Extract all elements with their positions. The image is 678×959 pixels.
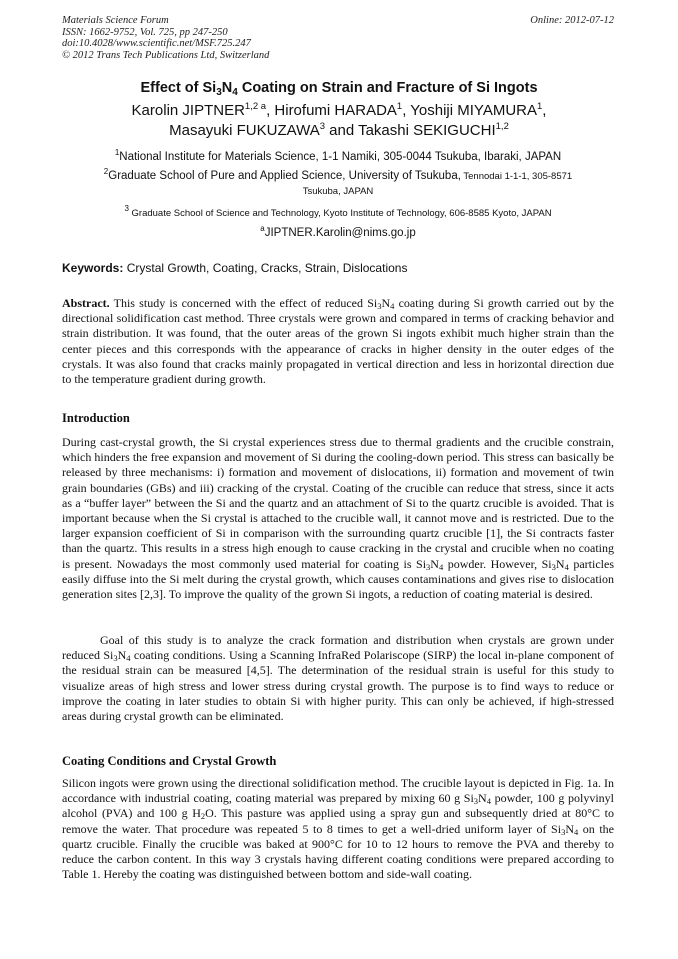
journal-issn: ISSN: 1662-9752, Vol. 725, pp 247-250	[62, 26, 228, 38]
introduction-heading: Introduction	[62, 411, 130, 425]
journal-name: Materials Science Forum	[62, 15, 169, 26]
author-list	[0, 101, 678, 141]
corresponding-email: $^a$JIPTNER.Karolin@nims.go.jp	[260, 224, 416, 239]
coating-heading: Coating Conditions and Crystal Growth	[62, 754, 277, 768]
journal-doi: doi:10.4028/www.scientific.net/MSF.725.247	[62, 38, 251, 50]
introduction-paragraph-2: Goal of this study is to analyze the crack formation and distribution when crystals are grown under reduced $Si_3N_4$ coating conditions. Using a Scanning InfraRed Polariscope (SIRP) the local in-plane component of the residual strain can be measured [4,5]. The determination of the residual strain is useful for this study to visualize areas of high stress and lower stress during crystal growth. The purpose is to find ways to reduce or improve the coating in later studies to obtain Si with higher purity. This can only be achieved, if high-stressed areas during crystal growth can be eliminated.	[62, 633, 615, 724]
affiliation-3: $^3$ Graduate School of Science and Technology, Kyoto Institute of Technology, 606-8585 Kyoto, JAPAN	[124, 204, 552, 219]
online-date: Online: 2012-07-12	[530, 15, 614, 26]
journal-header	[62, 15, 269, 61]
affiliation-1: $^1$National Institute for Materials Science, 1-1 Namiki, 305-0044 Tsukuba, Ibaraki, JAPAN	[114, 148, 562, 163]
introduction-paragraph-1: During cast-crystal growth, the Si crystal experiences stress due to thermal gradients and the crucible constrain, which hinders the free expansion and movement of Si during the cooling-down period. This stress can basically be released by three mechanisms: i) formation and movement of dislocations, ii) formation and movement of twin grain boundaries (GBs) and iii) cracking of the crystal. Coating of the crucible can reduce that stress, since it acts as a “buffer layer” between the Si and the quartz and an attachment of Si to the quartz crucible is avoided. That is important because when the Si crystal is attached to the crucible wall, it cannot move and is restricted. Due to the larger expansion coefficient of Si in comparison with the surrounding quartz crucible [1], the Si contracts faster than the quartz. This results in a stress high enough to cause cracking in the crystal and crucible when no coating is present. Nowadays the most commonly used material for coating is $Si_3N_4$ powder. However, $Si_3N_4$ particles easily diffuse into the Si melt during the crystal growth, which causes contaminations and gives rise to dislocation generation sites [2,3]. To improve the quality of the grown Si ingots, a reduction of coating material is desired.	[62, 435, 614, 602]
abstract-paragraph: Abstract. This study is concerned with the effect of reduced $Si_3N_4$ coating during Si growth carried out by the directional solidification cast method. Three crystals were grown and compared in terms of cracking behavior and strain distribution. It was found, that the outer areas of the grown Si ingots exhibit much higher strain than the center pieces and this corresponds with the appearance of cracks in higher density in the outer edges of the crystals. It was also found that cracks mainly propagated in vertical direction and less in horizontal direction due to the temperature gradient during growth.	[62, 296, 614, 387]
author-line-2: Masayuki FUKUZAWA$^3$ and Takashi SEKIGUCHI$^{1,2}$	[169, 121, 509, 139]
paper-title: Effect of $Si_3N_4$ Coating on Strain and Fracture of Si Ingots	[140, 80, 538, 98]
coating-paragraph: Silicon ingots were grown using the directional solidification method. The crucible layout is depicted in Fig. 1a. In accordance with industrial coating, coating material was prepared by mixing 60 g $Si_3N_4$ powder, 100 g polyvinyl alcohol (PVA) and 100 g $H_2O$. This pasture was applied using a spray gun and subsequently dried at 80°C to remove the water. That procedure was repeated 5 to 8 times to get a well-dried uniform layer of $Si_3N_4$ on the quartz crucible. Finally the crucible was baked at 900°C for 10 to 12 hours to remove the PVA and thereby to reduce the carbon content. In this way 3 crystals having different coating conditions were prepared according to Table 1. Hereby the coating was distinguished between bottom and side-wall coating.	[62, 776, 614, 882]
affiliation-2: $^2$Graduate School of Pure and Applied Science, University of Tsukuba, Tennodai 1-1-1, 305-8571 Tsukuba, JAPAN	[103, 167, 573, 197]
journal-copyright: © 2012 Trans Tech Publications Ltd, Switzerland	[62, 49, 270, 61]
author-line-1: Karolin $JIPTNER^{1,2 a}$, Hirofumi HARADA$^1$, Yoshiji MIYAMURA$^1$,	[131, 101, 547, 119]
keywords: Keywords: Crystal Growth, Coating, Cracks, Strain, Dislocations	[62, 261, 408, 275]
